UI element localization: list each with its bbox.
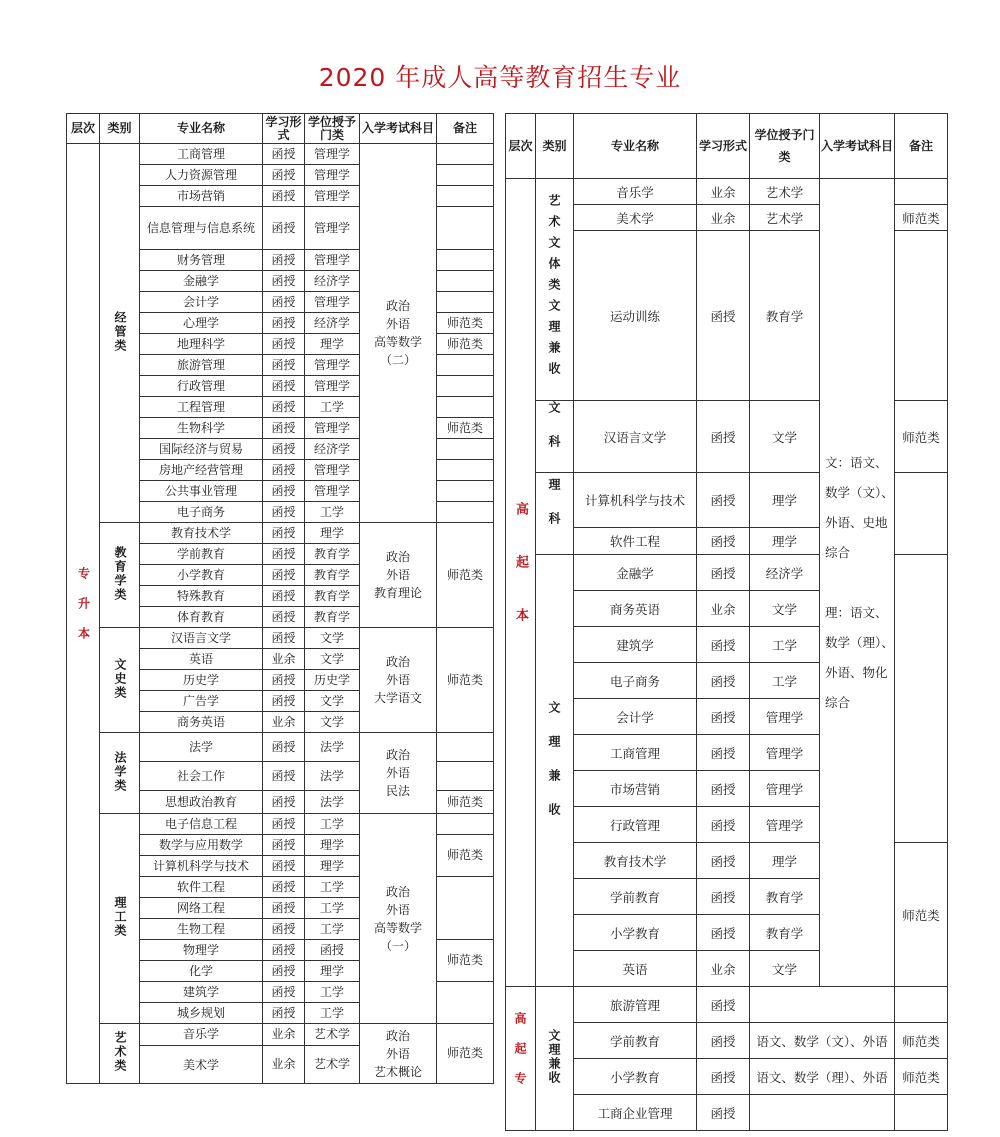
exam-subjects <box>750 1095 895 1131</box>
degree-type: 法学 <box>305 791 360 814</box>
note-cell: 师范类 <box>437 1024 494 1084</box>
study-form: 业余 <box>697 591 750 627</box>
study-form: 函授 <box>263 565 305 586</box>
major-name: 会计学 <box>574 699 697 735</box>
degree-type: 工学 <box>305 877 360 898</box>
major-name: 学前教育 <box>574 879 697 915</box>
study-form: 函授 <box>263 670 305 691</box>
degree-type: 教育学 <box>305 544 360 565</box>
note-cell: 师范类 <box>895 401 948 473</box>
study-form: 业余 <box>697 205 750 231</box>
degree-type: 理学 <box>305 856 360 877</box>
degree-type: 管理学 <box>750 807 820 843</box>
category-cell <box>536 555 574 987</box>
degree-type: 教育学 <box>750 231 820 401</box>
degree-type: 工学 <box>305 898 360 919</box>
study-form: 函授 <box>697 987 750 1023</box>
major-name: 商务英语 <box>140 712 263 733</box>
degree-type: 经济学 <box>305 313 360 334</box>
major-name: 学前教育 <box>140 544 263 565</box>
study-form: 函授 <box>263 418 305 439</box>
table-header-row <box>506 114 948 179</box>
study-form: 函授 <box>263 877 305 898</box>
major-name: 工商管理 <box>574 735 697 771</box>
note-cell: 师范类 <box>437 418 494 439</box>
major-name: 小学教育 <box>140 565 263 586</box>
header-study-form: 学习形式 <box>697 114 750 179</box>
category-cell <box>536 987 574 1131</box>
note-cell <box>437 982 494 1024</box>
degree-type: 工学 <box>305 919 360 940</box>
study-form: 函授 <box>263 814 305 835</box>
note-cell <box>437 397 494 418</box>
major-name: 工商企业管理 <box>574 1095 697 1131</box>
study-form: 函授 <box>697 807 750 843</box>
major-name: 物理学 <box>140 940 263 961</box>
major-name: 人力资源管理 <box>140 165 263 186</box>
study-form: 业余 <box>697 951 750 987</box>
note-cell <box>437 460 494 481</box>
table-header-row <box>67 114 494 144</box>
degree-type: 法学 <box>305 733 360 762</box>
degree-type: 艺术学 <box>750 205 820 231</box>
study-form: 业余 <box>263 1024 305 1046</box>
study-form: 函授 <box>263 292 305 313</box>
study-form: 函授 <box>697 528 750 555</box>
note-cell: 师范类 <box>895 1059 948 1095</box>
major-name: 广告学 <box>140 691 263 712</box>
degree-type: 教育学 <box>305 586 360 607</box>
note-cell: 师范类 <box>895 205 948 231</box>
degree-type: 文学 <box>305 691 360 712</box>
note-cell <box>437 250 494 271</box>
major-name: 特殊教育 <box>140 586 263 607</box>
header-study-form: 学习形式 <box>263 114 305 144</box>
degree-type: 管理学 <box>305 186 360 207</box>
major-name: 市场营销 <box>140 186 263 207</box>
degree-type: 工学 <box>305 982 360 1003</box>
category-cell <box>100 523 140 628</box>
major-name: 房地产经营管理 <box>140 460 263 481</box>
major-name: 美术学 <box>140 1046 263 1084</box>
study-form: 业余 <box>263 1046 305 1084</box>
study-form: 函授 <box>697 663 750 699</box>
exam-subjects: 语文、数学（理）、外语 <box>750 1059 895 1095</box>
study-form: 函授 <box>263 334 305 355</box>
study-form: 函授 <box>263 544 305 565</box>
study-form: 函授 <box>263 439 305 460</box>
major-name: 国际经济与贸易 <box>140 439 263 460</box>
major-name: 数学与应用数学 <box>140 835 263 856</box>
degree-type: 法学 <box>305 762 360 791</box>
major-name: 公共事业管理 <box>140 481 263 502</box>
major-name: 体育教育 <box>140 607 263 628</box>
study-form: 函授 <box>697 1095 750 1131</box>
study-form: 业余 <box>263 712 305 733</box>
note-cell <box>437 733 494 762</box>
degree-type: 管理学 <box>305 376 360 397</box>
note-cell <box>437 376 494 397</box>
header-exam: 入学考试科目 <box>360 114 437 144</box>
major-name: 建筑学 <box>140 982 263 1003</box>
table-row <box>67 144 494 165</box>
study-form: 函授 <box>263 271 305 292</box>
major-name: 地理科学 <box>140 334 263 355</box>
degree-type: 文学 <box>305 712 360 733</box>
exam-subjects: 政治 外语 艺术概论 <box>360 1024 437 1084</box>
degree-type: 理学 <box>750 528 820 555</box>
category-label: 经管类 <box>113 310 127 353</box>
note-cell <box>437 762 494 791</box>
level-label: 专升本 <box>76 567 91 657</box>
study-form: 函授 <box>263 165 305 186</box>
header-level: 层次 <box>67 114 100 144</box>
study-form: 函授 <box>263 144 305 165</box>
degree-type: 工学 <box>305 814 360 835</box>
note-cell <box>437 502 494 523</box>
major-name: 会计学 <box>140 292 263 313</box>
study-form: 函授 <box>263 397 305 418</box>
category-label: 艺术类 <box>113 1031 127 1073</box>
level-label: 高起专 <box>513 1012 527 1102</box>
study-form: 业余 <box>263 649 305 670</box>
level-cell <box>506 179 536 987</box>
page-title: 2020 年成人高等教育招生专业 <box>318 63 682 92</box>
note-cell <box>437 271 494 292</box>
study-form: 函授 <box>697 555 750 591</box>
major-name: 生物工程 <box>140 919 263 940</box>
degree-type: 经济学 <box>750 555 820 591</box>
note-cell <box>437 439 494 460</box>
study-form: 函授 <box>263 523 305 544</box>
major-name: 法学 <box>140 733 263 762</box>
degree-type: 理学 <box>305 961 360 982</box>
study-form: 函授 <box>263 791 305 814</box>
header-exam: 入学考试科目 <box>820 114 895 179</box>
study-form: 函授 <box>697 879 750 915</box>
note-cell: 师范类 <box>895 843 948 987</box>
category-label: 文史类 <box>113 657 127 700</box>
study-form: 函授 <box>263 313 305 334</box>
major-name: 金融学 <box>574 555 697 591</box>
note-cell: 师范类 <box>437 628 494 733</box>
degree-type: 理学 <box>305 334 360 355</box>
header-major: 专业名称 <box>574 114 697 179</box>
table-row <box>67 628 494 649</box>
major-name: 思想政治教育 <box>140 791 263 814</box>
major-name: 英语 <box>140 649 263 670</box>
major-name: 电子商务 <box>140 502 263 523</box>
degree-type: 管理学 <box>750 699 820 735</box>
note-cell: 师范类 <box>437 835 494 877</box>
note-cell <box>437 877 494 940</box>
table-row <box>67 1024 494 1046</box>
study-form: 函授 <box>263 762 305 791</box>
exam-subjects: 政治 外语 教育理论 <box>360 523 437 628</box>
degree-type: 管理学 <box>305 165 360 186</box>
major-name: 电子商务 <box>574 663 697 699</box>
major-name: 建筑学 <box>574 627 697 663</box>
major-name: 商务英语 <box>574 591 697 627</box>
major-name: 小学教育 <box>574 1059 697 1095</box>
degree-type: 工学 <box>750 663 820 699</box>
category-label: 理工类 <box>113 896 127 938</box>
category-label: 文科 <box>547 401 561 469</box>
major-name: 金融学 <box>140 271 263 292</box>
study-form: 函授 <box>263 502 305 523</box>
study-form: 函授 <box>697 843 750 879</box>
degree-type: 教育学 <box>305 565 360 586</box>
table-row <box>506 987 948 1023</box>
note-cell: 师范类 <box>437 334 494 355</box>
major-name: 历史学 <box>140 670 263 691</box>
level-label: 高起本 <box>513 501 528 661</box>
major-name: 计算机科学与技术 <box>574 473 697 528</box>
study-form: 函授 <box>263 856 305 877</box>
degree-type: 教育学 <box>750 879 820 915</box>
major-name: 软件工程 <box>140 877 263 898</box>
exam-subjects: 政治 外语 大学语文 <box>360 628 437 733</box>
note-cell: 师范类 <box>437 791 494 814</box>
degree-type: 工学 <box>305 397 360 418</box>
major-name: 汉语言文学 <box>140 628 263 649</box>
note-cell <box>437 481 494 502</box>
exam-subjects: 政治 外语 高等数学 （二） <box>360 144 437 523</box>
degree-type: 理学 <box>305 835 360 856</box>
degree-type: 文学 <box>750 951 820 987</box>
major-name: 旅游管理 <box>140 355 263 376</box>
study-form: 函授 <box>697 401 750 473</box>
exam-subjects: 语文、数学（文）、外语 <box>750 1023 895 1059</box>
note-cell <box>437 207 494 250</box>
category-cell <box>536 473 574 555</box>
study-form: 函授 <box>263 961 305 982</box>
note-cell <box>437 165 494 186</box>
study-form: 函授 <box>263 628 305 649</box>
major-name: 计算机科学与技术 <box>140 856 263 877</box>
major-name: 运动训练 <box>574 231 697 401</box>
degree-type: 历史学 <box>305 670 360 691</box>
note-cell <box>437 355 494 376</box>
major-name: 音乐学 <box>140 1024 263 1046</box>
degree-type: 艺术学 <box>750 179 820 205</box>
major-name: 软件工程 <box>574 528 697 555</box>
study-form: 函授 <box>697 627 750 663</box>
major-name: 信息管理与信息系统 <box>140 207 263 250</box>
major-name: 行政管理 <box>140 376 263 397</box>
study-form: 函授 <box>263 586 305 607</box>
study-form: 函授 <box>263 207 305 250</box>
study-form: 函授 <box>263 982 305 1003</box>
note-cell <box>895 1095 948 1131</box>
major-name: 汉语言文学 <box>574 401 697 473</box>
degree-type: 文学 <box>750 591 820 627</box>
header-degree: 学位授予门类 <box>750 114 820 179</box>
major-name: 心理学 <box>140 313 263 334</box>
exam-subjects <box>750 987 895 1023</box>
category-cell <box>100 733 140 814</box>
table-row <box>67 814 494 835</box>
degree-type: 管理学 <box>305 292 360 313</box>
major-name: 旅游管理 <box>574 987 697 1023</box>
header-major: 专业名称 <box>140 114 263 144</box>
category-label: 教育学类 <box>113 545 127 602</box>
study-form: 函授 <box>697 771 750 807</box>
degree-type: 理学 <box>305 523 360 544</box>
major-name: 城乡规划 <box>140 1003 263 1024</box>
study-form: 函授 <box>697 473 750 528</box>
major-name: 工商管理 <box>140 144 263 165</box>
study-form: 函授 <box>263 186 305 207</box>
exam-subjects: 政治 外语 民法 <box>360 733 437 814</box>
note-cell <box>437 814 494 835</box>
category-cell <box>536 401 574 473</box>
table-row <box>67 523 494 544</box>
degree-type: 管理学 <box>750 735 820 771</box>
header-category: 类别 <box>100 114 140 144</box>
degree-type: 函授 <box>305 940 360 961</box>
study-form: 函授 <box>263 460 305 481</box>
major-name: 小学教育 <box>574 915 697 951</box>
major-name: 音乐学 <box>574 179 697 205</box>
category-cell <box>100 628 140 733</box>
zhuanshengben-table <box>66 113 494 1084</box>
degree-type: 教育学 <box>305 607 360 628</box>
category-label: 理科 <box>547 478 561 546</box>
major-name: 美术学 <box>574 205 697 231</box>
study-form: 函授 <box>697 735 750 771</box>
category-label: 艺术文体类文理兼收 <box>547 193 561 383</box>
major-name: 英语 <box>574 951 697 987</box>
study-form: 函授 <box>697 699 750 735</box>
note-cell: 师范类 <box>895 1023 948 1059</box>
degree-type: 管理学 <box>305 207 360 250</box>
category-cell <box>100 814 140 1024</box>
degree-type: 经济学 <box>305 271 360 292</box>
degree-type: 管理学 <box>750 771 820 807</box>
study-form: 函授 <box>263 940 305 961</box>
degree-type: 理学 <box>750 473 820 528</box>
header-category: 类别 <box>536 114 574 179</box>
note-cell <box>895 473 948 555</box>
study-form: 函授 <box>263 1003 305 1024</box>
major-name: 教育技术学 <box>140 523 263 544</box>
major-name: 工程管理 <box>140 397 263 418</box>
category-label: 文理兼收 <box>547 701 561 837</box>
degree-type: 文学 <box>750 401 820 473</box>
degree-type: 管理学 <box>305 250 360 271</box>
study-form: 函授 <box>263 376 305 397</box>
major-name: 市场营销 <box>574 771 697 807</box>
degree-type: 管理学 <box>305 418 360 439</box>
study-form: 函授 <box>697 1059 750 1095</box>
table-row <box>506 179 948 205</box>
exam-subjects: 政治 外语 高等数学 （一） <box>360 814 437 1024</box>
note-cell <box>437 144 494 165</box>
major-name: 行政管理 <box>574 807 697 843</box>
major-name: 学前教育 <box>574 1023 697 1059</box>
category-cell <box>100 144 140 523</box>
degree-type: 艺术学 <box>305 1024 360 1046</box>
note-cell <box>895 555 948 843</box>
header-degree: 学位授予门类 <box>305 114 360 144</box>
exam-subjects: 文：语文、 数学（文）、 外语、史地 综合 理：语文、 数学（理）、 外语、物化 综合 <box>820 179 895 987</box>
degree-type: 经济学 <box>305 439 360 460</box>
note-cell: 师范类 <box>437 523 494 628</box>
note-cell <box>437 292 494 313</box>
level-cell <box>506 987 536 1131</box>
note-cell <box>895 987 948 1023</box>
study-form: 函授 <box>263 691 305 712</box>
category-label: 法学类 <box>113 750 127 793</box>
study-form: 函授 <box>263 481 305 502</box>
major-name: 网络工程 <box>140 898 263 919</box>
header-level: 层次 <box>506 114 536 179</box>
degree-type: 管理学 <box>305 460 360 481</box>
study-form: 函授 <box>697 1023 750 1059</box>
header-note: 备注 <box>437 114 494 144</box>
study-form: 函授 <box>697 915 750 951</box>
degree-type: 管理学 <box>305 355 360 376</box>
note-cell: 师范类 <box>437 313 494 334</box>
degree-type: 工学 <box>305 502 360 523</box>
table-row <box>67 733 494 762</box>
degree-type: 管理学 <box>305 144 360 165</box>
category-cell <box>536 179 574 401</box>
gaoqi-table <box>505 113 948 1131</box>
major-name: 电子信息工程 <box>140 814 263 835</box>
degree-type: 文学 <box>305 628 360 649</box>
major-name: 财务管理 <box>140 250 263 271</box>
study-form: 函授 <box>263 607 305 628</box>
category-label: 文理兼收 <box>547 1029 561 1085</box>
note-cell <box>437 186 494 207</box>
major-name: 生物科学 <box>140 418 263 439</box>
major-name: 社会工作 <box>140 762 263 791</box>
note-cell <box>895 231 948 401</box>
study-form: 业余 <box>697 179 750 205</box>
study-form: 函授 <box>697 231 750 401</box>
study-form: 函授 <box>263 835 305 856</box>
study-form: 函授 <box>263 733 305 762</box>
major-name: 教育技术学 <box>574 843 697 879</box>
category-cell <box>100 1024 140 1084</box>
study-form: 函授 <box>263 250 305 271</box>
degree-type: 管理学 <box>305 481 360 502</box>
study-form: 函授 <box>263 898 305 919</box>
major-name: 化学 <box>140 961 263 982</box>
study-form: 函授 <box>263 355 305 376</box>
note-cell <box>895 179 948 205</box>
degree-type: 艺术学 <box>305 1046 360 1084</box>
header-note: 备注 <box>895 114 948 179</box>
note-cell: 师范类 <box>437 940 494 982</box>
degree-type: 工学 <box>750 627 820 663</box>
study-form: 函授 <box>263 919 305 940</box>
degree-type: 教育学 <box>750 915 820 951</box>
degree-type: 理学 <box>750 843 820 879</box>
degree-type: 工学 <box>305 1003 360 1024</box>
level-cell <box>67 144 100 1084</box>
degree-type: 文学 <box>305 649 360 670</box>
